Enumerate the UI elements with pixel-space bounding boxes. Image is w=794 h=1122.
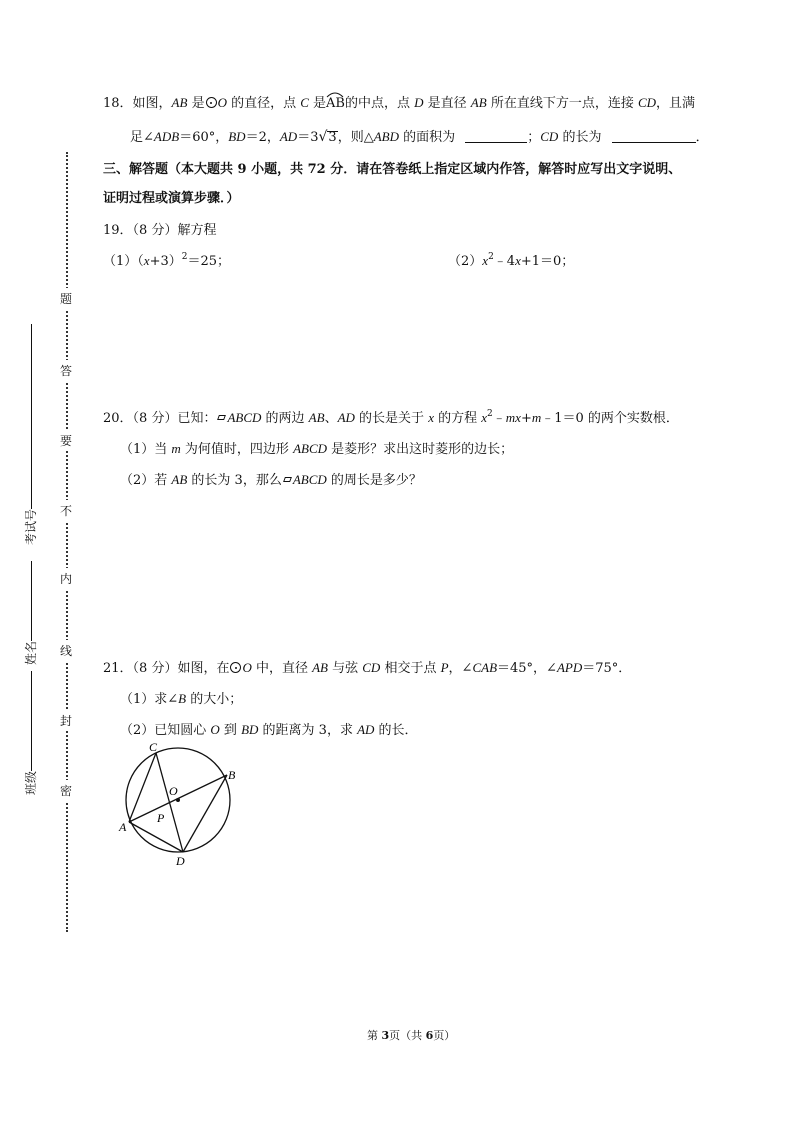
label-a: A bbox=[119, 820, 127, 834]
arc-ab: AB bbox=[326, 96, 345, 111]
q20-part1: （1）当 m 为何值时，四边形 ABCD 是菱形？求出这时菱形的边长； bbox=[120, 441, 514, 457]
student-field-class: 班级 bbox=[22, 671, 39, 795]
label-p: P bbox=[157, 811, 165, 825]
center-point-o bbox=[176, 798, 180, 802]
parallelogram-icon bbox=[283, 477, 292, 482]
label-o: O bbox=[169, 784, 178, 798]
q18-line2: 足∠ADB＝60°，BD＝2，AD＝3√3，则△ABD 的面积为 ；CD 的长为 ． bbox=[130, 129, 709, 145]
seal-char-1: 题 bbox=[60, 288, 72, 309]
q18-line1: 18．如图，AB 是 O 的直径，点 C 是 AB的中点，点 D 是直径 AB 所在直线下方一点，连接 CD，且满 bbox=[103, 92, 695, 111]
circle-dot-icon bbox=[206, 97, 217, 108]
q18-answer-blank-area[interactable] bbox=[465, 130, 527, 143]
student-field-exam-number: 考试号 bbox=[22, 324, 39, 545]
seal-char-4: 不 bbox=[60, 500, 72, 521]
q19-title: 19．（8 分）解方程 bbox=[103, 223, 217, 238]
label-c: C bbox=[149, 740, 158, 754]
q18-answer-blank-cd[interactable] bbox=[612, 130, 696, 143]
q19-part2: $(2)x^2﹣4x+1=0$； bbox=[448, 252, 575, 269]
section3-heading-cont: 证明过程或演算步骤．） bbox=[103, 191, 240, 206]
binding-dotted-line bbox=[66, 152, 68, 932]
circle-geometry-figure bbox=[112, 738, 252, 868]
arc-icon bbox=[326, 90, 344, 98]
q20-part2: （2）若 AB 的长为 3，那么 ABCD 的周长是多少？ bbox=[120, 472, 422, 488]
parallelogram-icon bbox=[218, 415, 227, 420]
label-b: B bbox=[228, 768, 236, 782]
q21-stem: 21．（8 分）如图，在 O 中，直径 AB 与弦 CD 相交于点 P，∠CAB＝45°，∠APD＝75°． bbox=[103, 660, 632, 676]
seal-char-7: 封 bbox=[60, 710, 72, 731]
seal-char-5: 内 bbox=[60, 568, 72, 589]
seal-char-2: 答 bbox=[60, 360, 72, 381]
page-footer: 第 3页（共 6页） bbox=[367, 1029, 456, 1042]
q21-part1: （1）求∠B 的大小； bbox=[120, 691, 243, 707]
q20-stem: 20．（8 分）已知： ABCD 的两边 AB、AD 的长是关于 x 的方程 $x^2﹣mx+m﹣1=0$ 的两个实数根． bbox=[103, 409, 679, 426]
segment-cd bbox=[156, 753, 183, 852]
seal-char-8: 密 bbox=[60, 780, 72, 801]
seal-char-3: 要 bbox=[60, 430, 72, 451]
segment-bd bbox=[183, 775, 227, 852]
q21-part2: （2）已知圆心 O 到 BD 的距离为 3，求 AD 的长． bbox=[120, 722, 418, 738]
circle-dot-icon bbox=[230, 662, 241, 673]
seal-char-6: 线 bbox=[60, 640, 72, 661]
label-d: D bbox=[176, 854, 185, 868]
student-field-name: 姓名 bbox=[22, 561, 39, 665]
q19-part1: $(1)(x+3)^2=25$； bbox=[103, 252, 231, 269]
section3-heading: 三、解答题（本大题共 9 小题，共 72 分．请在答卷纸上指定区域内作答，解答时应写出文字说明、 bbox=[103, 162, 682, 177]
